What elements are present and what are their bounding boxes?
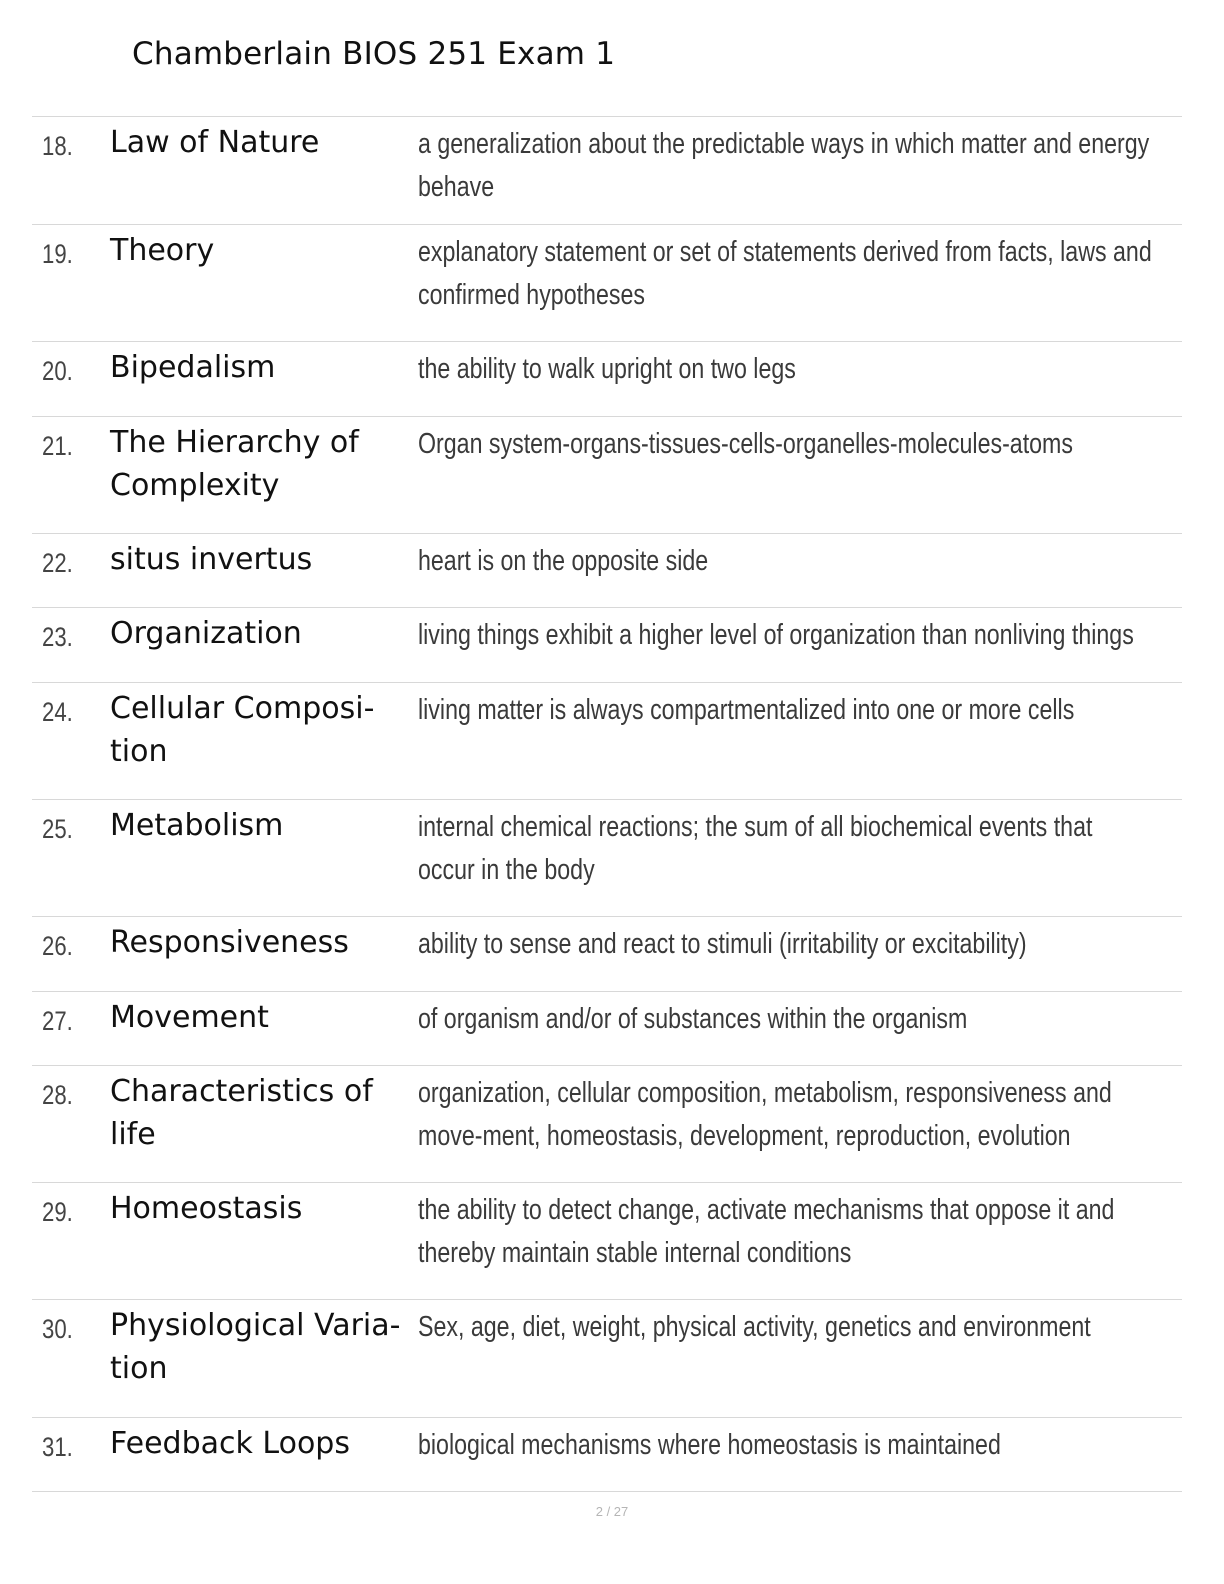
term-number: 26. bbox=[42, 931, 73, 961]
term-name: Physiological Varia-tion bbox=[110, 1308, 401, 1386]
table-row bbox=[32, 992, 1182, 1066]
table-row bbox=[32, 917, 1182, 992]
term-number: 22. bbox=[42, 548, 73, 578]
term-name: The Hierarchy of Complexity bbox=[110, 425, 359, 503]
term-definition: the ability to walk upright on two legs bbox=[418, 353, 796, 385]
table-row bbox=[32, 117, 1182, 225]
term-number: 24. bbox=[42, 697, 73, 727]
term-name: situs invertus bbox=[110, 542, 313, 577]
term-definition: heart is on the opposite side bbox=[418, 545, 709, 577]
term-name: Characteristics of life bbox=[110, 1074, 373, 1152]
term-name: Metabolism bbox=[110, 808, 284, 843]
term-name: Feedback Loops bbox=[110, 1426, 350, 1461]
term-number: 19. bbox=[42, 239, 73, 269]
term-definition: biological mechanisms where homeostasis is maintained bbox=[418, 1429, 1001, 1461]
term-number: 21. bbox=[42, 431, 73, 461]
term-number: 28. bbox=[42, 1080, 73, 1110]
term-name: Cellular Composi-tion bbox=[110, 691, 375, 769]
table-row bbox=[32, 225, 1182, 342]
table-row bbox=[32, 417, 1182, 534]
page-title: Chamberlain BIOS 251 Exam 1 bbox=[132, 36, 616, 72]
term-name: Movement bbox=[110, 1000, 269, 1035]
term-name: Homeostasis bbox=[110, 1191, 303, 1226]
table-row bbox=[32, 1300, 1182, 1418]
term-name: Responsiveness bbox=[110, 925, 349, 960]
table-row bbox=[32, 1066, 1182, 1183]
term-number: 31. bbox=[42, 1432, 73, 1462]
term-name: Law of Nature bbox=[110, 125, 320, 160]
term-number: 18. bbox=[42, 131, 73, 161]
page-indicator: 2 / 27 bbox=[595, 1504, 629, 1519]
term-number: 30. bbox=[42, 1314, 73, 1344]
term-number: 27. bbox=[42, 1006, 73, 1036]
table-row bbox=[32, 608, 1182, 683]
table-row bbox=[32, 342, 1182, 417]
term-definition: living matter is always compartmentalized into one or more cells bbox=[418, 694, 1075, 726]
term-definition: explanatory statement or set of statements derived from facts, laws and confirmed hypotheses bbox=[418, 236, 1152, 311]
term-table bbox=[32, 116, 1182, 1492]
table-row bbox=[32, 1418, 1182, 1492]
term-definition: Sex, age, diet, weight, physical activity, genetics and environment bbox=[418, 1311, 1091, 1343]
term-name: Theory bbox=[110, 233, 215, 268]
term-number: 29. bbox=[42, 1197, 73, 1227]
table-row bbox=[32, 800, 1182, 917]
table-row bbox=[32, 683, 1182, 800]
term-definition: Organ system-organs-tissues-cells-organelles-molecules-atoms bbox=[418, 428, 1073, 460]
term-definition: of organism and/or of substances within the organism bbox=[418, 1003, 968, 1035]
term-name: Organization bbox=[110, 616, 302, 651]
term-definition: the ability to detect change, activate mechanisms that oppose it and thereby maintain stable internal conditions bbox=[418, 1194, 1115, 1269]
term-definition: organization, cellular composition, metabolism, responsiveness and move-ment, homeostasis, development, reproduction, evolution bbox=[418, 1077, 1112, 1152]
term-number: 25. bbox=[42, 814, 73, 844]
term-number: 23. bbox=[42, 622, 73, 652]
term-name: Bipedalism bbox=[110, 350, 276, 385]
term-definition: internal chemical reactions; the sum of all biochemical events that occur in the body bbox=[418, 811, 1093, 886]
term-definition: a generalization about the predictable ways in which matter and energy behave bbox=[418, 128, 1150, 203]
term-definition: ability to sense and react to stimuli (irritability or excitability) bbox=[418, 928, 1027, 960]
table-row bbox=[32, 1183, 1182, 1300]
table-row bbox=[32, 534, 1182, 608]
term-definition: living things exhibit a higher level of organization than nonliving things bbox=[418, 619, 1134, 651]
term-number: 20. bbox=[42, 356, 73, 386]
